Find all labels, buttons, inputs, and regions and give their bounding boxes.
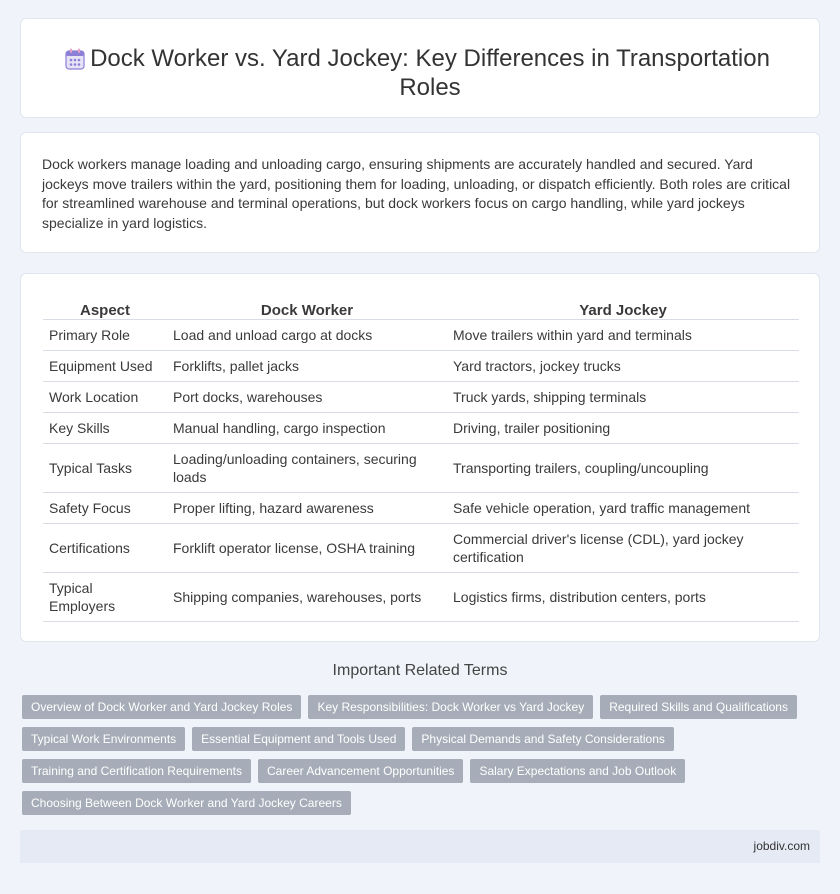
table-cell: Work Location xyxy=(43,382,167,413)
footer xyxy=(20,830,820,863)
table-row xyxy=(43,444,799,493)
table-cell: Forklifts, pallet jacks xyxy=(167,351,447,382)
table-cell: Typical Employers xyxy=(43,573,167,622)
table-cell: Primary Role xyxy=(43,320,167,351)
header-aspect: Aspect xyxy=(43,294,167,320)
header-yard-jockey: Yard Jockey xyxy=(447,294,799,320)
table-cell: Safety Focus xyxy=(43,493,167,524)
table-row xyxy=(43,573,799,622)
intro-card xyxy=(20,132,820,253)
related-term-tag[interactable]: Training and Certification Requirements xyxy=(22,759,251,783)
related-term-tag[interactable]: Career Advancement Opportunities xyxy=(258,759,463,783)
title-card xyxy=(20,18,820,118)
comparison-table xyxy=(43,294,799,622)
table-row xyxy=(43,320,799,351)
table-row xyxy=(43,493,799,524)
table-cell: Shipping companies, warehouses, ports xyxy=(167,573,447,622)
table-cell: Typical Tasks xyxy=(43,444,167,493)
related-terms-title: Important Related Terms xyxy=(332,662,508,679)
header-dock-worker: Dock Worker xyxy=(167,294,447,320)
table-cell: Forklift operator license, OSHA training xyxy=(167,524,447,573)
related-term-tag[interactable]: Key Responsibilities: Dock Worker vs Yard Jockey xyxy=(308,695,593,719)
table-row xyxy=(43,413,799,444)
table-cell: Load and unload cargo at docks xyxy=(167,320,447,351)
table-cell: Safe vehicle operation, yard traffic management xyxy=(447,493,799,524)
table-row xyxy=(43,351,799,382)
table-cell: Equipment Used xyxy=(43,351,167,382)
table-cell: Yard tractors, jockey trucks xyxy=(447,351,799,382)
table-cell: Certifications xyxy=(43,524,167,573)
table-cell: Logistics firms, distribution centers, ports xyxy=(447,573,799,622)
table-cell: Driving, trailer positioning xyxy=(447,413,799,444)
table-cell: Loading/unloading containers, securing loads xyxy=(167,444,447,493)
footer-site-link[interactable]: jobdiv.com xyxy=(753,839,810,853)
related-term-tag[interactable]: Required Skills and Qualifications xyxy=(600,695,797,719)
table-row xyxy=(43,382,799,413)
related-term-tag[interactable]: Physical Demands and Safety Considerations xyxy=(412,727,673,751)
table-header-row xyxy=(43,294,799,320)
comparison-card xyxy=(20,273,820,642)
related-term-tag[interactable]: Typical Work Environments xyxy=(22,727,185,751)
intro-paragraph: Dock workers manage loading and unloading cargo, ensuring shipments are accurately handled and secured. Yard jockeys move trailers within the yard, positioning them for loading, unloading, or dispatch efficiently. Both roles are critical for streamlined warehouse and terminal operations, but dock workers focus on cargo handling, while yard jockeys specialize in yard logistics. xyxy=(42,156,791,231)
table-cell: Commercial driver's license (CDL), yard jockey certification xyxy=(447,524,799,573)
table-cell: Transporting trailers, coupling/uncoupling xyxy=(447,444,799,493)
table-cell: Move trailers within yard and terminals xyxy=(447,320,799,351)
related-term-tag[interactable]: Salary Expectations and Job Outlook xyxy=(470,759,685,783)
related-term-tag[interactable]: Overview of Dock Worker and Yard Jockey Roles xyxy=(22,695,301,719)
table-cell: Proper lifting, hazard awareness xyxy=(167,493,447,524)
related-term-tag[interactable]: Choosing Between Dock Worker and Yard Jockey Careers xyxy=(22,791,351,815)
page-title: Dock Worker vs. Yard Jockey: Key Differences in Transportation Roles xyxy=(90,45,770,101)
table-cell: Port docks, warehouses xyxy=(167,382,447,413)
table-cell: Truck yards, shipping terminals xyxy=(447,382,799,413)
related-term-tag[interactable]: Essential Equipment and Tools Used xyxy=(192,727,405,751)
related-terms-tags xyxy=(22,695,802,823)
table-cell: Key Skills xyxy=(43,413,167,444)
table-row xyxy=(43,524,799,573)
table-cell: Manual handling, cargo inspection xyxy=(167,413,447,444)
